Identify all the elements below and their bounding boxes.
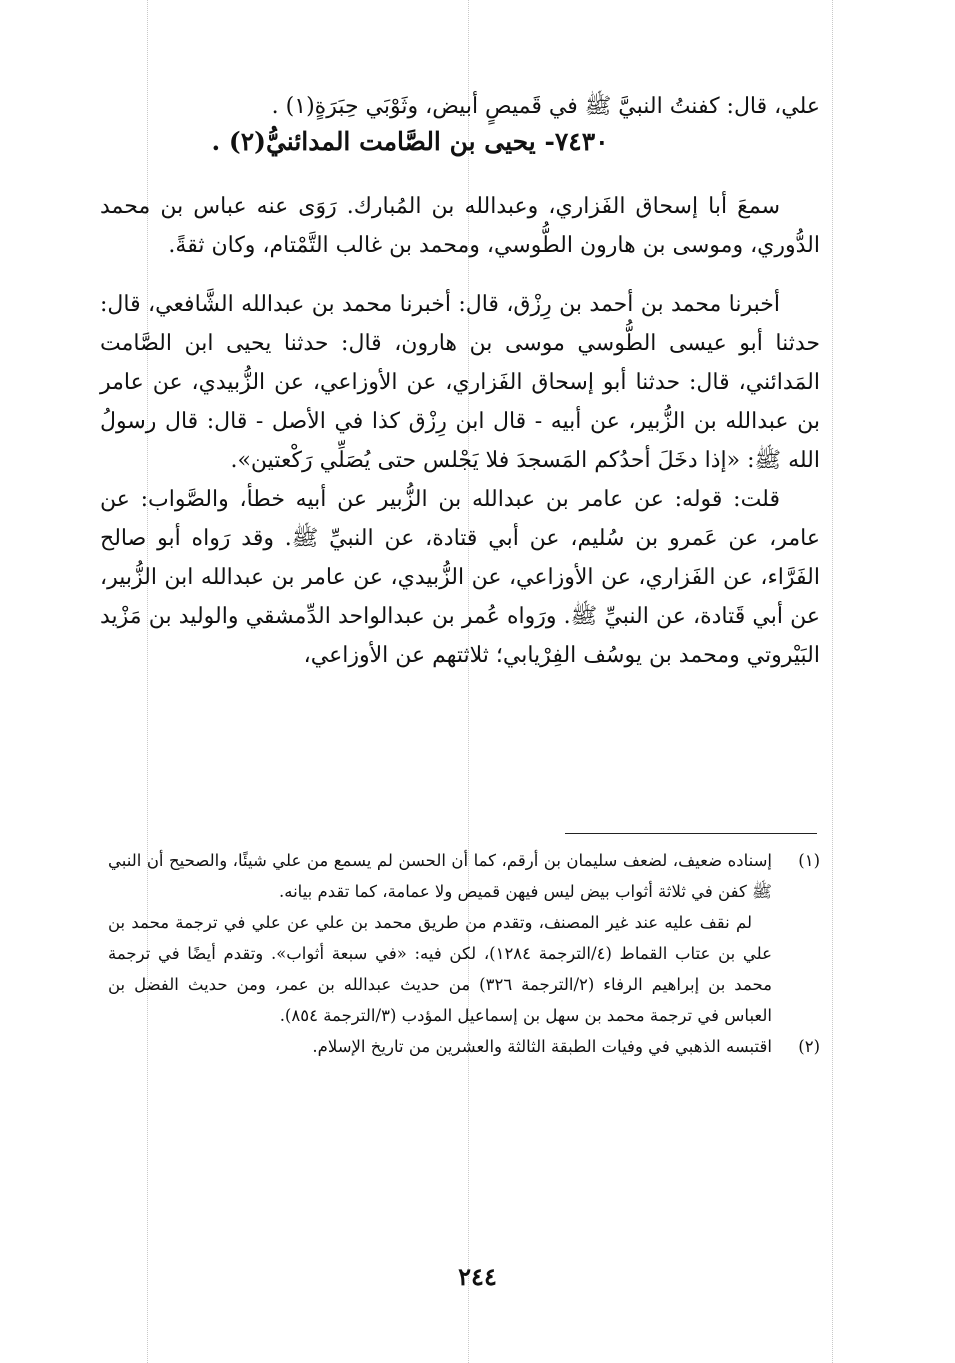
header-line: علي، قال: كفنتُ النبيَّ ﷺ في قَميصٍ أبيض، وثَوْبَي حِبَرَةٍ(١) . — [271, 94, 820, 119]
footnote — [108, 1031, 820, 1062]
entry-title: ٧٤٣٠- يحيى بن الصَّامت المدائنيُّ(٢) . — [211, 127, 609, 156]
footnote — [108, 845, 820, 907]
footnote-number: (٢) — [798, 1037, 820, 1056]
page-number: ٢٤٤ — [458, 1262, 497, 1291]
footnote-continuation: لم نقف عليه عند غير المصنف، وتقدم من طريق محمد بن علي عن علي في ترجمة محمد بن علي بن عتاب القماط (٤/الترجمة ١٢٨٤)، لكن فيه: «في سبعة أثواب». وتقدم أيضًا في ترجمة محمد بن إبراهيم الرفاء (٢/الترجمة ٣٢٦) من حديث عبدالله بن عمر، ومن حديث الفضل بن العباس في ترجمة محمد بن سهل بن إسماعيل المؤدب (٣/الترجمة ٨٥٤). — [108, 913, 772, 1025]
paragraph-biography: سمعَ أبا إسحاق الفَزاري، وعبدالله بن المُبارك. رَوَى عنه عباس بن محمد الدُّوري، وموسى بن هارون الطُّوسي، ومحمد بن غالب التَّمْتام، وكان ثقةً. — [100, 194, 820, 258]
paragraph-hadith: أخبرنا محمد بن أحمد بن رِزْق، قال: أخبرنا محمد بن عبدالله الشَّافعي، قال: حدثنا أبو عيسى الطُّوسي موسى بن هارون، قال: حدثنا يحيى ابن الصَّامت المَدائني، قال: حدثنا أبو إسحاق الفَزاري، عن الأوزاعي، عن الزُّبيدي، عن عامر بن عبدالله بن الزُّبير، عن أبيه - قال ابن رِزْق كذا في الأصل - قال: قال رسولُ الله ﷺ: «إذا دخَلَ أحدُكم المَسجدَ فلا يَجْلس حتى يُصَلِّي رَكْعتين». — [100, 292, 820, 473]
footnote-separator — [565, 833, 817, 834]
footnote-number: (١) — [798, 851, 820, 870]
paragraph-commentary: قلت: قوله: عن عامر بن عبدالله بن الزُّبير عن أبيه خطأ، والصَّواب: عن عامر، عن عَمرو بن سُليم، عن أبي قتادة، عن النبيِّ ﷺ. وقد رَواه أبو صالح الفَرَّاء، عن الفَزاري، عن الأوزاعي، عن الزُّبيدي، عن عامر بن عبدالله ابن الزُّبير، عن أبي قَتادة، عن النبيِّ ﷺ. ورَواه عُمر بن عبدالواحد الدِّمشقي والوليد بن مَزْيد البَيْروتي ومحمد بن يوسُف الفِرْيابي؛ ثلاثتهم عن الأوزاعي، — [100, 487, 820, 668]
footnote-text: إسناده ضعيف، لضعف سليمان بن أرقم، كما أن الحسن لم يسمع من علي شيئًا، والصحيح أن النبي ﷺ كفن في ثلاثة أثواب بيض ليس فيهن قميص ولا عمامة، كما تقدم بيانه. — [108, 851, 772, 901]
footnotes — [108, 845, 820, 1062]
main-text — [100, 90, 820, 675]
footnote-text: اقتبسه الذهبي في وفيات الطبقة الثالثة والعشرين من تاريخ الإسلام. — [312, 1037, 772, 1056]
scan-guide-line — [832, 0, 833, 1363]
